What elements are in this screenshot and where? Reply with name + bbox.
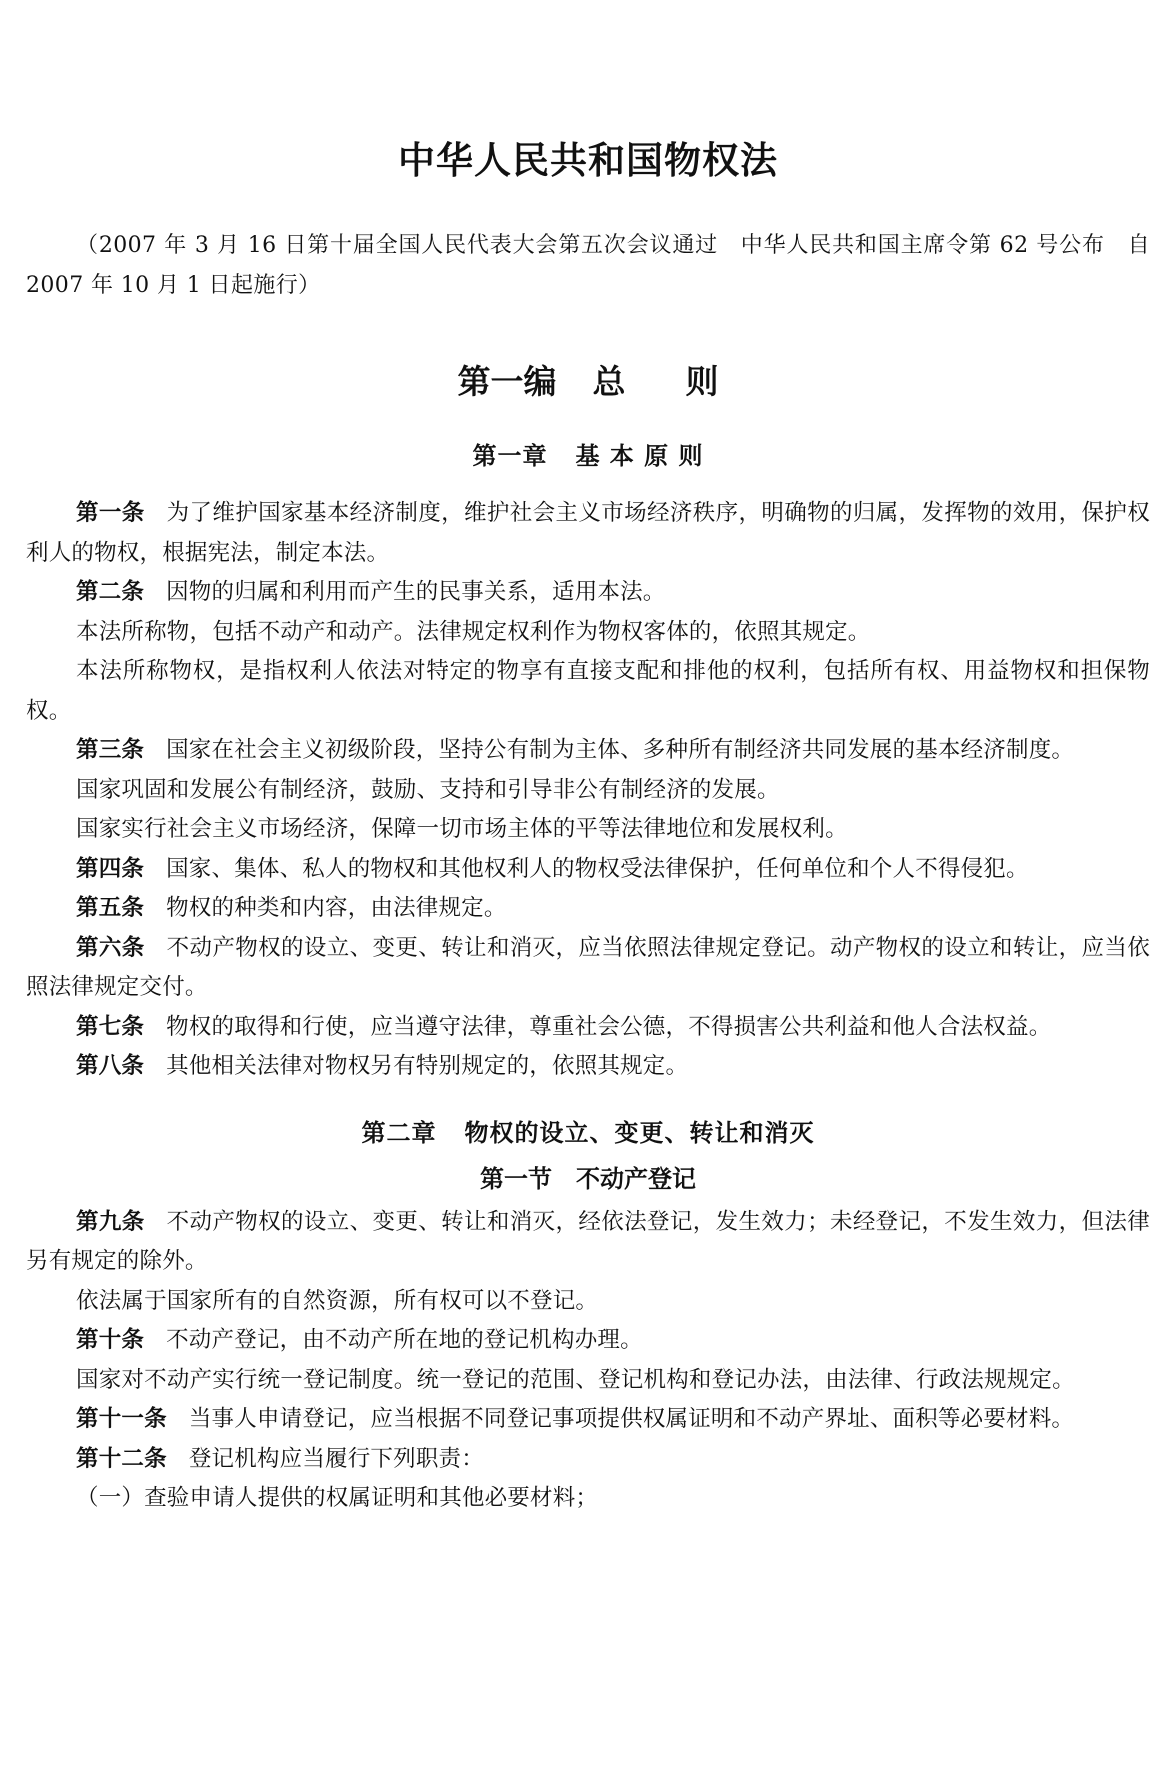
chapter-title: 基 本 原 则 bbox=[575, 442, 704, 470]
article-text: 其他相关法律对物权另有特别规定的，依照其规定。 bbox=[166, 1053, 689, 1079]
chapter-title: 物权的设立、变更、转让和消灭 bbox=[464, 1118, 815, 1147]
article-paragraph bbox=[26, 1047, 1150, 1087]
article-text: 因物的归属和利用而产生的民事关系，适用本法。 bbox=[166, 579, 666, 605]
article-label: 第三条 bbox=[76, 737, 145, 763]
article-text: 当事人申请登记，应当根据不同登记事项提供权属证明和不动产界址、面积等必要材料。 bbox=[188, 1406, 1075, 1432]
article-paragraph bbox=[26, 731, 1150, 771]
article-label: 第七条 bbox=[76, 1013, 145, 1040]
chapter-heading bbox=[26, 436, 1150, 476]
article-label: 第八条 bbox=[76, 1053, 145, 1079]
chapter-number: 第一章 bbox=[472, 442, 548, 470]
article-paragraph bbox=[26, 652, 1150, 731]
article-paragraph bbox=[26, 613, 1150, 653]
article-label: 第五条 bbox=[76, 895, 145, 921]
article-text: 国家、集体、私人的物权和其他权利人的物权受法律保护，任何单位和个人不得侵犯。 bbox=[166, 855, 1029, 882]
article-paragraph bbox=[26, 1361, 1150, 1401]
body-flow bbox=[26, 436, 1150, 1519]
article-paragraph bbox=[26, 1400, 1150, 1440]
article-label: 第二条 bbox=[76, 579, 145, 605]
article-text: 物权的取得和行使，应当遵守法律，尊重社会公德，不得损害公共利益和他人合法权益。 bbox=[166, 1013, 1052, 1040]
document-title: 中华人民共和国物权法 bbox=[398, 139, 778, 182]
article-text: 不动产登记，由不动产所在地的登记机构办理。 bbox=[166, 1327, 643, 1353]
chapter-number: 第二章 bbox=[361, 1118, 437, 1147]
article-text: （一）查验申请人提供的权属证明和其他必要材料； bbox=[76, 1485, 599, 1511]
part-prefix: 第一编 bbox=[457, 362, 557, 401]
document-subtitle: （2007 年 3 月 16 日第十届全国人民代表大会第五次会议通过 中华人民共和国主席令第 62 号公布 自 2007 年 10 月 1 日起施行） bbox=[26, 233, 1150, 298]
article-text: 本法所称物权，是指权利人依法对特定的物享有直接支配和排他的权利，包括所有权、用益物权和担保物权。 bbox=[26, 658, 1150, 724]
article-paragraph bbox=[26, 889, 1150, 929]
article-paragraph bbox=[26, 1203, 1150, 1282]
article-label: 第十二条 bbox=[76, 1445, 167, 1472]
article-paragraph bbox=[26, 929, 1150, 1008]
section-number: 第一节 bbox=[480, 1164, 552, 1193]
article-paragraph bbox=[26, 1282, 1150, 1322]
chapter1-articles bbox=[26, 494, 1150, 1087]
section-heading bbox=[26, 1159, 1150, 1199]
article-paragraph bbox=[26, 1479, 1150, 1519]
article-label: 第六条 bbox=[76, 934, 145, 961]
article-text: 国家对不动产实行统一登记制度。统一登记的范围、登记机构和登记办法，由法律、行政法规规定。 bbox=[76, 1366, 1075, 1393]
article-label: 第四条 bbox=[76, 855, 145, 882]
article-text: 不动产物权的设立、变更、转让和消灭，经依法登记，发生效力；未经登记，不发生效力，但法律另有规定的除外。 bbox=[26, 1208, 1150, 1274]
article-text: 国家巩固和发展公有制经济，鼓励、支持和引导非公有制经济的发展。 bbox=[76, 776, 780, 803]
article-text: 本法所称物，包括不动产和动产。法律规定权利作为物权客体的，依照其规定。 bbox=[76, 618, 871, 645]
article-paragraph bbox=[26, 771, 1150, 811]
article-paragraph bbox=[26, 573, 1150, 613]
chapter-spacer bbox=[26, 1087, 1150, 1113]
article-paragraph bbox=[26, 1321, 1150, 1361]
article-text: 国家实行社会主义市场经济，保障一切市场主体的平等法律地位和发展权利。 bbox=[76, 816, 848, 842]
article-label: 第九条 bbox=[76, 1208, 145, 1235]
article-paragraph bbox=[26, 1008, 1150, 1048]
chapter-heading bbox=[26, 1113, 1150, 1153]
article-text: 依法属于国家所有的自然资源，所有权可以不登记。 bbox=[76, 1287, 599, 1314]
article-label: 第一条 bbox=[76, 500, 145, 526]
article-paragraph bbox=[26, 494, 1150, 573]
article-paragraph bbox=[26, 810, 1150, 850]
article-text: 国家在社会主义初级阶段，坚持公有制为主体、多种所有制经济共同发展的基本经济制度。 bbox=[166, 737, 1075, 763]
article-text: 登记机构应当履行下列职责： bbox=[188, 1445, 484, 1472]
article-label: 第十一条 bbox=[76, 1406, 167, 1432]
part-char-1: 总 bbox=[592, 362, 626, 401]
part-heading bbox=[26, 360, 1150, 404]
article-paragraph bbox=[26, 850, 1150, 890]
article-text: 物权的种类和内容，由法律规定。 bbox=[166, 895, 507, 921]
article-text: 为了维护国家基本经济制度，维护社会主义市场经济秩序，明确物的归属，发挥物的效用，保护权利人的物权，根据宪法，制定本法。 bbox=[26, 500, 1150, 566]
article-label: 第十条 bbox=[76, 1327, 145, 1353]
article-paragraph bbox=[26, 1440, 1150, 1480]
section1-articles bbox=[26, 1203, 1150, 1519]
part-char-2: 则 bbox=[685, 362, 719, 401]
article-text: 不动产物权的设立、变更、转让和消灭，应当依照法律规定登记。动产物权的设立和转让，应当依照法律规定交付。 bbox=[26, 934, 1150, 1000]
section-title: 不动产登记 bbox=[576, 1164, 696, 1193]
